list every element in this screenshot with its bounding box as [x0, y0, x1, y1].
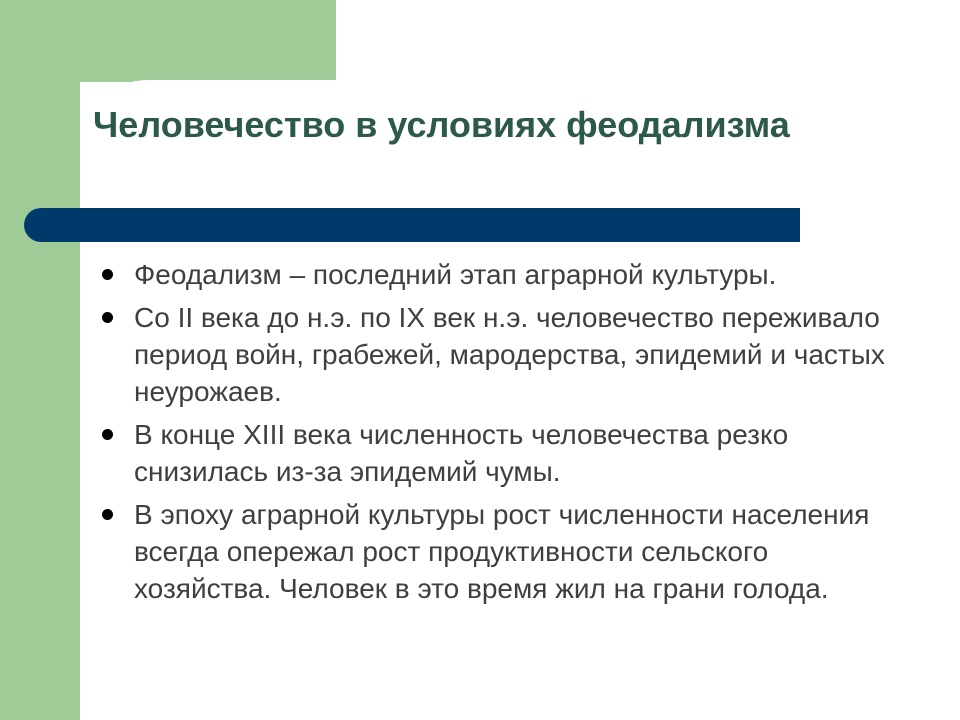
bullet-dot-icon — [102, 269, 113, 280]
bullet-dot-icon — [102, 312, 113, 323]
bullet-text: В конце XIII века численность человечества резко снизилась из-за эпидемий чумы. — [134, 419, 789, 487]
bullet-text: В эпоху аграрной культуры рост численности населения всегда опережал рост продуктивности сельского хозяйства. Человек в это время жил на грани голода. — [134, 499, 870, 604]
bullet-text: Феодализм – последний этап аграрной культуры. — [134, 259, 777, 290]
bullet-dot-icon — [102, 509, 113, 520]
title-underline-bar — [24, 208, 800, 242]
bullet-item — [100, 299, 900, 410]
slide-title: Человечество в условиях феодализма — [93, 104, 790, 145]
bullet-dot-icon — [102, 429, 113, 440]
bullet-list — [100, 256, 900, 613]
bullet-text: Со II века до н.э. по IX век н.э. человечество переживало период войн, грабежей, мародерства, эпидемий и частых неурожаев. — [134, 302, 885, 407]
bullet-item — [100, 256, 900, 293]
bullet-item — [100, 416, 900, 490]
decorative-green-left-band — [0, 0, 80, 720]
bullet-item — [100, 496, 900, 607]
